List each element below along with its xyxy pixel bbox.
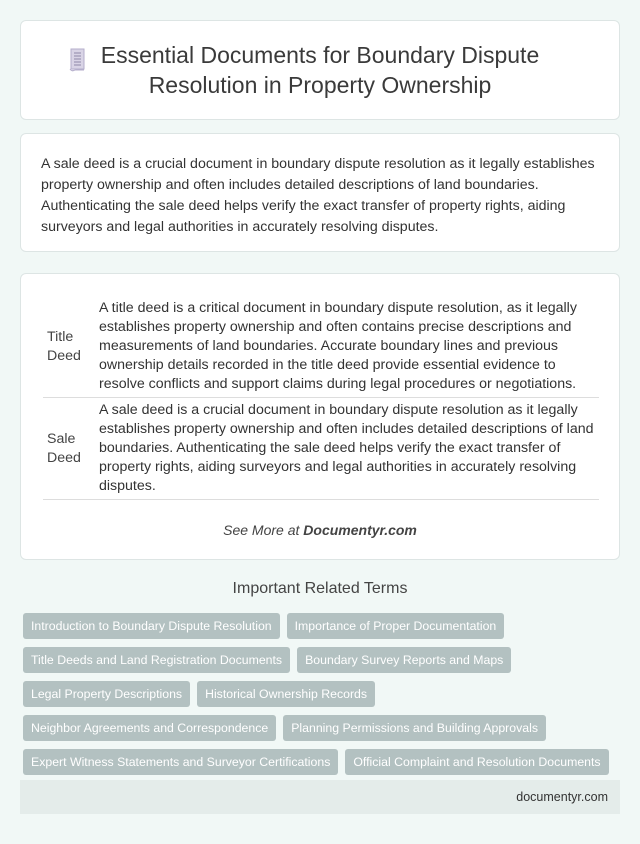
- tag[interactable]: Expert Witness Statements and Surveyor Certifications: [23, 749, 338, 775]
- related-tags: [23, 613, 623, 775]
- tag[interactable]: Importance of Proper Documentation: [287, 613, 505, 639]
- related-terms-title: Important Related Terms: [232, 580, 408, 597]
- tag[interactable]: Legal Property Descriptions: [23, 681, 190, 707]
- footer: documentyr.com: [20, 780, 620, 814]
- table-row: [43, 398, 599, 500]
- intro-text: A sale deed is a crucial document in boundary dispute resolution as it legally establishes property ownership and often includes detailed descriptions of land boundaries. Authenticating the sale deed helps verify the exact transfer of property rights, aiding surveyors and legal authorities in accurately resolving disputes.: [20, 133, 620, 252]
- term-cell: Title Deed: [43, 296, 95, 398]
- tag[interactable]: Introduction to Boundary Dispute Resolution: [23, 613, 280, 639]
- tag[interactable]: Historical Ownership Records: [197, 681, 375, 707]
- description-cell: A sale deed is a crucial document in boundary dispute resolution as it legally establishes property ownership and often includes detailed descriptions of land boundaries. Authenticating the sale deed helps verify the exact transfer of property rights, aiding surveyors and legal authorities in accurately resolving disputes.: [95, 398, 599, 500]
- header-card: [20, 20, 620, 120]
- documents-table-card: [20, 273, 620, 560]
- see-more-link[interactable]: Documentyr.com: [303, 522, 417, 538]
- tag[interactable]: Planning Permissions and Building Approvals: [283, 715, 546, 741]
- tag[interactable]: Boundary Survey Reports and Maps: [297, 647, 511, 673]
- tag[interactable]: Neighbor Agreements and Correspondence: [23, 715, 276, 741]
- tag[interactable]: Title Deeds and Land Registration Documents: [23, 647, 290, 673]
- table-row: [43, 296, 599, 398]
- documents-table: [43, 296, 599, 500]
- see-more-prefix: See More at: [223, 522, 304, 538]
- see-more: [43, 522, 597, 538]
- page-title: Essential Documents for Boundary Dispute Resolution in Property Ownership: [100, 42, 540, 98]
- tag[interactable]: Official Complaint and Resolution Documents: [345, 749, 608, 775]
- description-cell: A title deed is a critical document in boundary dispute resolution, as it legally establishes property ownership and often contains precise descriptions and measurements of land boundaries. Accurate boundary lines and previous ownership details recorded in the title deed provide essential evidence to resolve conflicts and support claims during legal procedures or negotiations.: [95, 296, 599, 398]
- document-icon: [69, 48, 87, 72]
- term-cell: Sale Deed: [43, 398, 95, 500]
